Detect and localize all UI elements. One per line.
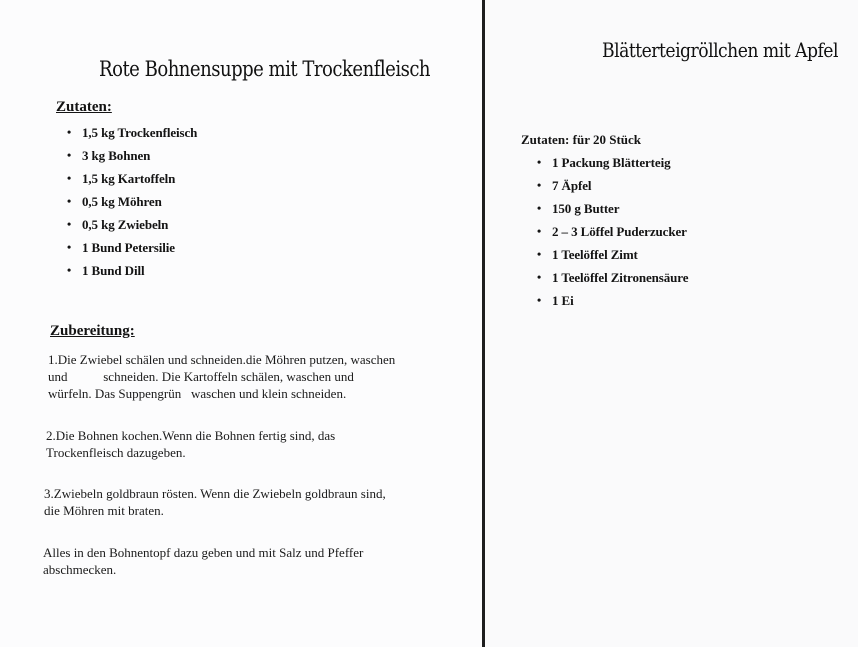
bullet-icon: • <box>67 263 72 277</box>
page-divider <box>482 0 485 647</box>
ingredient-text: 1 Packung Blätterteig <box>552 155 671 170</box>
preparation-step: 2.Die Bohnen kochen.Wenn die Bohnen fertig sind, das Trockenfleisch dazugeben. <box>46 428 336 460</box>
ingredients-heading-pastry: Zutaten: für 20 Stück <box>521 132 642 147</box>
ingredient-text: 1,5 kg Trockenfleisch <box>82 125 198 140</box>
ingredient-text: 1 Teelöffel Zimt <box>552 247 638 262</box>
bullet-icon: • <box>537 155 542 169</box>
preparation-step: Alles in den Bohnentopf dazu geben und mit Salz und Pfeffer abschmecken. <box>43 545 364 577</box>
ingredient-text: 1 Bund Petersilie <box>82 240 175 255</box>
bullet-icon: • <box>67 148 72 162</box>
ingredient-text: 2 – 3 Löffel Puderzucker <box>552 224 687 239</box>
ingredient-text: 150 g Butter <box>552 201 620 216</box>
ingredient-text: 1 Teelöffel Zitronensäure <box>552 270 689 285</box>
bullet-icon: • <box>537 293 542 307</box>
recipe-title-soup: Rote Bohnensuppe mit Trockenfleisch <box>99 57 431 81</box>
ingredient-text: 0,5 kg Zwiebeln <box>82 217 169 232</box>
ingredient-text: 1,5 kg Kartoffeln <box>82 171 176 186</box>
bullet-icon: • <box>67 217 72 231</box>
preparation-step: 1.Die Zwiebel schälen und schneiden.die Möhren putzen, waschen und schneiden. Die Kartoffeln schälen, waschen und würfeln. Das Suppengrün waschen und klein schneiden. <box>48 352 396 401</box>
ingredients-heading: Zutaten: <box>56 99 112 115</box>
bullet-icon: • <box>537 201 542 215</box>
bullet-icon: • <box>67 171 72 185</box>
ingredient-text: 0,5 kg Möhren <box>82 194 162 209</box>
bullet-icon: • <box>537 247 542 261</box>
bullet-icon: • <box>67 194 72 208</box>
bullet-icon: • <box>537 270 542 284</box>
bullet-icon: • <box>67 240 72 254</box>
right-page <box>486 0 858 647</box>
preparation-step: 3.Zwiebeln goldbraun rösten. Wenn die Zwiebeln goldbraun sind, die Möhren mit braten. <box>44 486 386 518</box>
ingredient-text: 1 Bund Dill <box>82 263 145 278</box>
bullet-icon: • <box>67 125 72 139</box>
bullet-icon: • <box>537 224 542 238</box>
ingredient-text: 1 Ei <box>552 293 574 308</box>
recipe-title-pastry: Blätterteigröllchen mit Apfel <box>602 38 838 62</box>
ingredient-text: 7 Äpfel <box>552 178 592 193</box>
ingredient-text: 3 kg Bohnen <box>82 148 151 163</box>
bullet-icon: • <box>537 178 542 192</box>
preparation-heading: Zubereitung: <box>50 323 135 339</box>
